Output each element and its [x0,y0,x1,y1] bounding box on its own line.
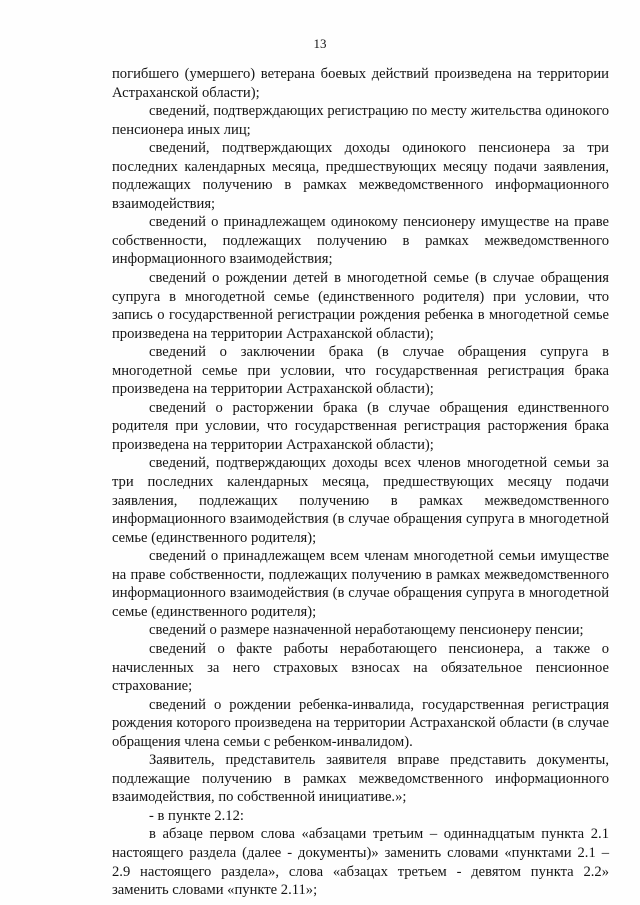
paragraph: сведений о заключении брака (в случае обращения супруга в многодетной семье при условии, что государственная регистрация брака произведена на территории Астраханской области); [112,344,609,398]
paragraph: сведений о принадлежащем одинокому пенсионеру имуществе на праве собственности, подлежащих получению в рамках межведомственного информационного взаимодействия; [112,214,609,268]
paragraph: сведений о принадлежащем всем членам многодетной семьи имуществе на праве собственности, подлежащих получению в рамках межведомственного информационного взаимодействия (в случае обращения супруга в многодетной семье (единственного родителя); [112,548,609,620]
paragraph: сведений, подтверждающих доходы одинокого пенсионера за три последних календарных месяца, предшествующих месяцу подачи заявления, подлежащих получению в рамках межведомственного информационного взаимодействия; [112,140,609,212]
paragraph: сведений о факте работы неработающего пенсионера, а также о начисленных за него страховых взносах на обязательное пенсионное страхование; [112,640,609,695]
page-number: 13 [313,36,327,51]
paragraph-continuation: погибшего (умершего) ветерана боевых действий произведена на территории Астраханской области); [112,66,609,101]
paragraph: Заявитель, представитель заявителя вправе представить документы, подлежащие получению в рамках межведомственного информационного взаимодействия, по собственной инициативе.»; [112,752,609,806]
paragraph: в абзаце первом слова «абзацами третьим – одиннадцатым пункта 2.1 настоящего раздела (далее - документы)» заменить словами «пунктами 2.1 – 2.9 настоящего раздела», слова «абзацах третьем - девятом пункта 2.2» заменить словами «пункте 2.11»; [112,826,609,899]
paragraph: сведений, подтверждающих доходы всех членов многодетной семьи за три последних календарных месяца, предшествующих месяцу подачи заявления, подлежащих получению в рамках межведомственного информационного взаимодействия (в случае обращения супруга в многодетной семье (единственного родителя); [112,455,609,546]
list-item: - в пункте 2.12: [149,807,244,824]
paragraph: сведений, подтверждающих регистрацию по месту жительства одинокого пенсионера иных лиц; [112,103,609,138]
document-body [112,65,609,900]
paragraph: сведений о размере назначенной неработающему пенсионеру пенсии; [149,622,584,639]
paragraph: сведений о рождении ребенка-инвалида, государственная регистрация рождения которого произведена на территории Астраханской области (в случае обращения члена семьи с ребенком-инвалидом). [112,696,609,750]
paragraph: сведений о расторжении брака (в случае обращения единственного родителя при условии, что государственная регистрация расторжения брака произведена на территории Астраханской области); [112,399,609,453]
paragraph: сведений о рождении детей в многодетной семье (в случае обращения супруга в многодетной семье (единственного родителя) при условии, что запись о государственной регистрации рождения ребенка в многодетной семье произведена на территории Астраханской области); [112,270,609,342]
